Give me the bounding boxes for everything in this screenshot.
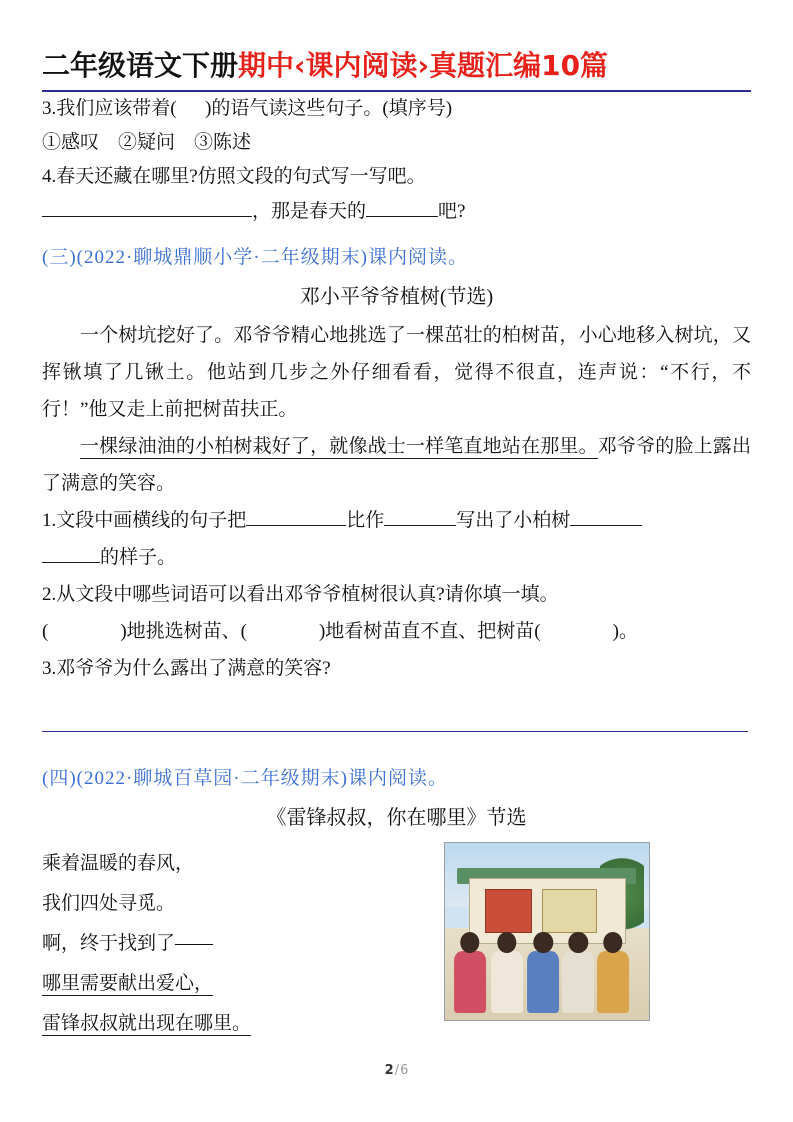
section-3-paragraph-1: 一个树坑挖好了。邓爷爷精心地挑选了一棵茁壮的柏树苗，小心地移入树坑，又挥锹填了几锹土。他站到几步之外仔细看看，觉得不很直，连声说：“不行，不行！”他又走上前把树苗扶正。 [42,325,751,420]
page-number-current: 2 [384,1063,394,1078]
poem-line-3-text: 啊，终于找到了—— [42,933,214,954]
q2-text-c: )地看树苗直不直、把树苗( [318,621,541,642]
poem-line-1 [42,844,342,884]
q2-text-b: )地挑选树苗、( [120,621,247,642]
figure-child-4 [561,932,596,1013]
section-4-heading: (四)(2022·聊城百草园·二年级期末)课内阅读。 [42,768,448,789]
fill-blank-short[interactable] [366,194,438,217]
q1-text-a: 1.文段中画横线的句子把 [42,510,247,531]
page-title-red: 期中‹课内阅读›真题汇编10篇 [238,49,609,82]
page-title-black: 二年级语文下册 [42,49,239,82]
q2-text-d: )。 [612,621,638,642]
section-3-paragraph-2-rest: 邓爷爷的脸上露出了满意的笑容。 [42,436,751,494]
q2-blank-1[interactable] [48,615,120,637]
underlined-sentence: 一棵绿油油的小柏树栽好了，就像战士一样笔直地站在那里。 [80,436,598,457]
page-title [42,44,751,92]
question-4-fill-line [42,194,751,229]
section-3-heading: (三)(2022·聊城鼎顺小学·二年级期末)课内阅读。 [42,247,468,268]
section-4-passage-title: 《雷锋叔叔，你在哪里》节选 [266,807,527,829]
q2-blank-3[interactable] [541,615,613,637]
figure-child-2 [489,932,524,1013]
q1-blank-2[interactable] [384,503,456,526]
page-number-total: 6 [400,1063,409,1078]
poem-line-2-text: 我们四处寻觅。 [42,893,176,914]
section-3-question-1-cont [42,539,751,576]
poem-and-figure-row [42,842,751,1044]
page-number [0,1063,793,1078]
illustration-children-bulletin-board [444,842,650,1021]
q1-text-b: 比作 [346,510,385,531]
poem-line-4 [42,964,342,1004]
fill-blank-long[interactable] [42,194,252,217]
question-4: 4.春天还藏在哪里?仿照文段的句式写一写吧。 [42,166,426,187]
poem-line-5-text: 雷锋叔叔就出现在哪里。 [42,1013,252,1034]
answer-rule [42,731,748,732]
figure-child-1 [453,932,488,1013]
q1-text-d: 的样子。 [100,547,177,568]
q2-text-a: ( [42,621,49,642]
figure-poster-left [485,889,532,933]
poem-line-4-text: 哪里需要献出爱心， [42,973,214,994]
q2-blank-2[interactable] [247,615,319,637]
poem-line-1-text: 乘着温暖的春风， [42,853,195,874]
section-3-question-2-blanks [42,613,751,650]
poem-line-3 [42,924,342,964]
poem-line-2 [42,884,342,924]
section-3-paragraph-2 [42,428,751,502]
section-3-passage-title: 邓小平爷爷植树(节选) [299,286,494,308]
figure-poster-right [542,889,597,933]
section-3-question-1 [42,502,751,539]
q1-blank-3[interactable] [570,503,642,526]
page-number-separator: / [394,1063,400,1078]
figure-child-5 [595,932,630,1013]
section-3-question-2: 2.从文段中哪些词语可以看出邓爷爷植树很认真?请你填一填。 [42,584,559,605]
question-3: 3.我们应该带着( )的语气读这些句子。(填序号) [42,98,453,119]
figure-child-3 [526,932,561,1013]
poem-line-5 [42,1004,342,1044]
question-3-options: ①感叹 ②疑问 ③陈述 [42,132,252,153]
q1-text-c: 写出了小柏树 [456,510,571,531]
q1-blank-4[interactable] [42,540,100,563]
fill-line-after: 吧? [438,201,466,222]
figure-column [342,842,751,1021]
fill-line-mid: ，那是春天的 [252,201,367,222]
q1-blank-1[interactable] [246,503,346,526]
section-3-question-3: 3.邓爷爷为什么露出了满意的笑容? [42,658,331,679]
poem-column [42,842,342,1044]
